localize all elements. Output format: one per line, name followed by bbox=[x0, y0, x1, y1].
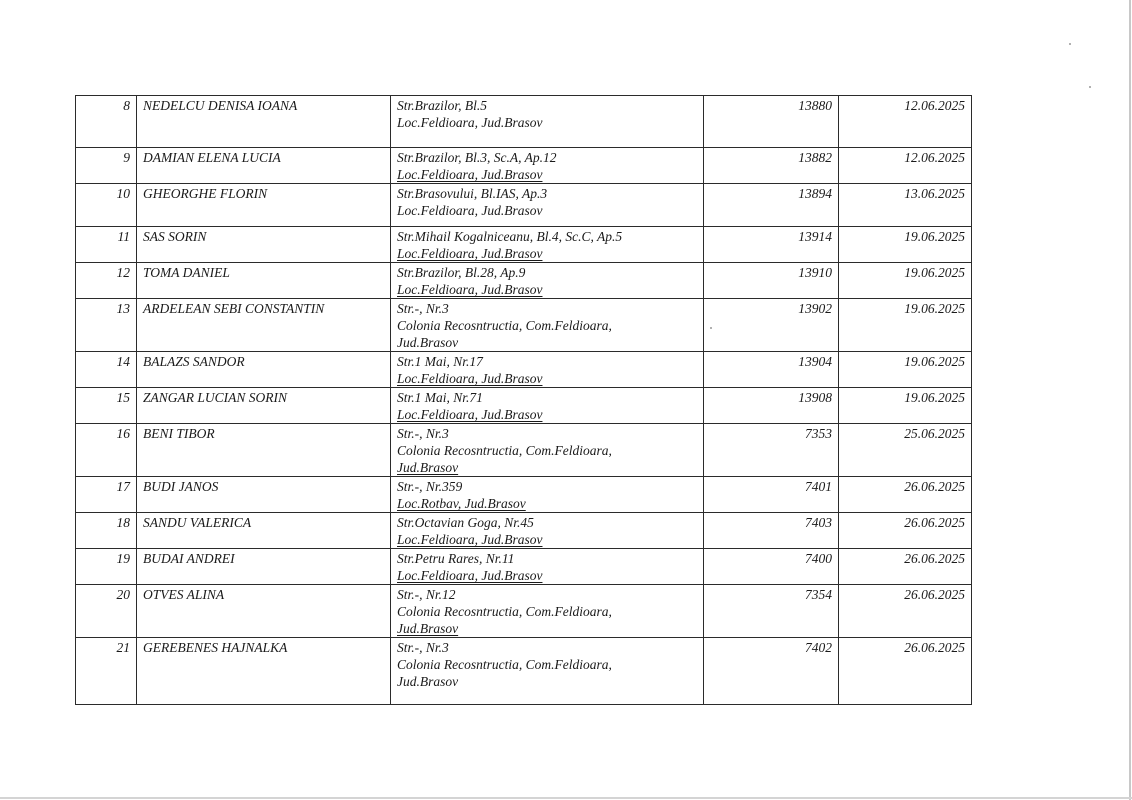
registration-number: 7403 bbox=[704, 513, 839, 549]
table-row bbox=[76, 388, 972, 424]
row-number: 10 bbox=[76, 184, 137, 227]
table-row bbox=[76, 477, 972, 513]
address-cell bbox=[391, 638, 704, 705]
address-line: Loc.Feldioara, Jud.Brasov bbox=[397, 246, 543, 261]
address-line: Str.-, Nr.359 bbox=[397, 479, 463, 494]
address-line: Str.-, Nr.3 bbox=[397, 301, 449, 316]
registration-date: 19.06.2025 bbox=[839, 352, 972, 388]
row-number: 20 bbox=[76, 585, 137, 638]
registration-date: 12.06.2025 bbox=[839, 148, 972, 184]
person-name: ARDELEAN SEBI CONSTANTIN bbox=[137, 299, 391, 352]
registration-number: 13902 bbox=[704, 299, 839, 352]
table-row bbox=[76, 148, 972, 184]
registration-number: 7402 bbox=[704, 638, 839, 705]
registry-table bbox=[75, 95, 972, 705]
registration-date: 12.06.2025 bbox=[839, 96, 972, 148]
address-line: Jud.Brasov bbox=[397, 460, 459, 475]
row-number: 13 bbox=[76, 299, 137, 352]
address-line: Loc.Feldioara, Jud.Brasov bbox=[397, 167, 543, 182]
registration-date: 19.06.2025 bbox=[839, 263, 972, 299]
address-line: Colonia Recosntructia, Com.Feldioara, bbox=[397, 657, 612, 672]
address-line: Str.Brazilor, Bl.3, Sc.A, Ap.12 bbox=[397, 150, 557, 165]
address-line: Str.1 Mai, Nr.17 bbox=[397, 354, 483, 369]
address-line: Str.Mihail Kogalniceanu, Bl.4, Sc.C, Ap.5 bbox=[397, 229, 623, 244]
person-name: TOMA DANIEL bbox=[137, 263, 391, 299]
address-cell bbox=[391, 184, 704, 227]
registration-date: 26.06.2025 bbox=[839, 638, 972, 705]
scan-speck bbox=[1089, 86, 1091, 88]
address-cell bbox=[391, 227, 704, 263]
registration-number: 13882 bbox=[704, 148, 839, 184]
address-line: Loc.Feldioara, Jud.Brasov bbox=[397, 371, 543, 386]
table-row bbox=[76, 96, 972, 148]
person-name: SAS SORIN bbox=[137, 227, 391, 263]
registration-number: 7400 bbox=[704, 549, 839, 585]
address-line: Str.Brazilor, Bl.5 bbox=[397, 98, 488, 113]
row-number: 11 bbox=[76, 227, 137, 263]
person-name: SANDU VALERICA bbox=[137, 513, 391, 549]
address-line: Colonia Recosntructia, Com.Feldioara, bbox=[397, 443, 612, 458]
address-line: Loc.Feldioara, Jud.Brasov bbox=[397, 568, 543, 583]
address-line: Loc.Feldioara, Jud.Brasov bbox=[397, 203, 543, 218]
address-cell bbox=[391, 352, 704, 388]
row-number: 12 bbox=[76, 263, 137, 299]
address-line: Str.Brazilor, Bl.28, Ap.9 bbox=[397, 265, 526, 280]
registration-number: 13880 bbox=[704, 96, 839, 148]
table-row bbox=[76, 424, 972, 477]
registration-date: 13.06.2025 bbox=[839, 184, 972, 227]
registration-number: 13910 bbox=[704, 263, 839, 299]
address-line: Loc.Feldioara, Jud.Brasov bbox=[397, 115, 543, 130]
registration-date: 26.06.2025 bbox=[839, 513, 972, 549]
address-cell bbox=[391, 585, 704, 638]
address-cell bbox=[391, 263, 704, 299]
address-cell bbox=[391, 388, 704, 424]
address-line: Jud.Brasov bbox=[397, 621, 459, 636]
registration-date: 26.06.2025 bbox=[839, 585, 972, 638]
registration-number: 13894 bbox=[704, 184, 839, 227]
registration-number: 13904 bbox=[704, 352, 839, 388]
registration-number: 13914 bbox=[704, 227, 839, 263]
person-name: BENI TIBOR bbox=[137, 424, 391, 477]
address-cell bbox=[391, 299, 704, 352]
address-line: Str.-, Nr.3 bbox=[397, 640, 449, 655]
registration-number: 7353 bbox=[704, 424, 839, 477]
table-row bbox=[76, 184, 972, 227]
address-line: Str.-, Nr.12 bbox=[397, 587, 456, 602]
address-cell bbox=[391, 477, 704, 513]
person-name: GEREBENES HAJNALKA bbox=[137, 638, 391, 705]
registration-date: 19.06.2025 bbox=[839, 388, 972, 424]
person-name: BUDI JANOS bbox=[137, 477, 391, 513]
row-number: 16 bbox=[76, 424, 137, 477]
address-line: Str.Petru Rares, Nr.11 bbox=[397, 551, 515, 566]
table-row bbox=[76, 549, 972, 585]
row-number: 14 bbox=[76, 352, 137, 388]
person-name: DAMIAN ELENA LUCIA bbox=[137, 148, 391, 184]
address-cell bbox=[391, 424, 704, 477]
registration-date: 26.06.2025 bbox=[839, 477, 972, 513]
row-number: 8 bbox=[76, 96, 137, 148]
registration-number: 7401 bbox=[704, 477, 839, 513]
registration-number: 7354 bbox=[704, 585, 839, 638]
address-line: Loc.Feldioara, Jud.Brasov bbox=[397, 532, 543, 547]
address-cell bbox=[391, 96, 704, 148]
address-cell bbox=[391, 549, 704, 585]
address-line: Loc.Feldioara, Jud.Brasov bbox=[397, 282, 543, 297]
address-line: Colonia Recosntructia, Com.Feldioara, bbox=[397, 318, 612, 333]
address-line: Str.Octavian Goga, Nr.45 bbox=[397, 515, 534, 530]
address-cell bbox=[391, 513, 704, 549]
registration-date: 26.06.2025 bbox=[839, 549, 972, 585]
address-line: Jud.Brasov bbox=[397, 674, 459, 689]
address-line: Colonia Recosntructia, Com.Feldioara, bbox=[397, 604, 612, 619]
address-line: Str.1 Mai, Nr.71 bbox=[397, 390, 483, 405]
table-row bbox=[76, 263, 972, 299]
row-number: 15 bbox=[76, 388, 137, 424]
table-row bbox=[76, 585, 972, 638]
address-line: Loc.Feldioara, Jud.Brasov bbox=[397, 407, 543, 422]
row-number: 9 bbox=[76, 148, 137, 184]
address-line: Str.-, Nr.3 bbox=[397, 426, 449, 441]
table-row bbox=[76, 352, 972, 388]
address-cell bbox=[391, 148, 704, 184]
scan-speck bbox=[1069, 43, 1071, 45]
table-row bbox=[76, 227, 972, 263]
table-row bbox=[76, 638, 972, 705]
address-line: Str.Brasovului, Bl.IAS, Ap.3 bbox=[397, 186, 548, 201]
registration-date: 25.06.2025 bbox=[839, 424, 972, 477]
person-name: BUDAI ANDREI bbox=[137, 549, 391, 585]
address-line: Loc.Rotbav, Jud.Brasov bbox=[397, 496, 526, 511]
person-name: BALAZS SANDOR bbox=[137, 352, 391, 388]
table-row bbox=[76, 299, 972, 352]
registry-table-body bbox=[76, 96, 972, 705]
registration-number: 13908 bbox=[704, 388, 839, 424]
row-number: 21 bbox=[76, 638, 137, 705]
person-name: NEDELCU DENISA IOANA bbox=[137, 96, 391, 148]
address-line: Jud.Brasov bbox=[397, 335, 459, 350]
person-name: OTVES ALINA bbox=[137, 585, 391, 638]
person-name: GHEORGHE FLORIN bbox=[137, 184, 391, 227]
row-number: 19 bbox=[76, 549, 137, 585]
row-number: 17 bbox=[76, 477, 137, 513]
registration-date: 19.06.2025 bbox=[839, 227, 972, 263]
table-row bbox=[76, 513, 972, 549]
registration-date: 19.06.2025 bbox=[839, 299, 972, 352]
row-number: 18 bbox=[76, 513, 137, 549]
person-name: ZANGAR LUCIAN SORIN bbox=[137, 388, 391, 424]
